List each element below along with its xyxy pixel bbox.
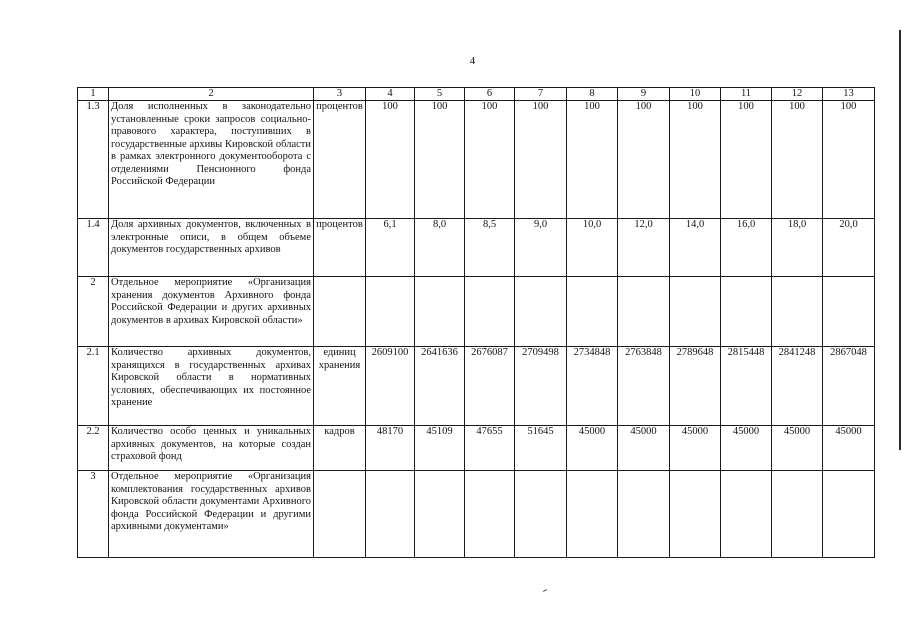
column-header: 8 xyxy=(567,88,618,101)
indicator-value: 48170 xyxy=(366,426,415,471)
column-header: 9 xyxy=(618,88,670,101)
indicator-value xyxy=(721,277,772,347)
indicator-value xyxy=(415,471,465,558)
indicator-value: 2734848 xyxy=(567,347,618,426)
indicator-value: 2763848 xyxy=(618,347,670,426)
column-header: 2 xyxy=(109,88,314,101)
indicator-value xyxy=(465,277,515,347)
indicator-value xyxy=(567,277,618,347)
indicator-value: 45000 xyxy=(721,426,772,471)
indicator-value: 2841248 xyxy=(772,347,823,426)
column-header: 1 xyxy=(78,88,109,101)
row-number: 1.4 xyxy=(78,219,109,277)
indicator-value: 10,0 xyxy=(567,219,618,277)
indicator-value: 45109 xyxy=(415,426,465,471)
indicator-name: Доля архивных документов, включенных в электронные описи, в общем объеме документов государственных архивов xyxy=(109,219,314,277)
indicator-value: 100 xyxy=(772,101,823,219)
table-row xyxy=(78,471,875,558)
table-row xyxy=(78,101,875,219)
indicator-value: 100 xyxy=(721,101,772,219)
column-header: 5 xyxy=(415,88,465,101)
indicator-value xyxy=(670,277,721,347)
page-number: 4 xyxy=(469,55,476,67)
indicator-value: 100 xyxy=(823,101,875,219)
indicator-value: 6,1 xyxy=(366,219,415,277)
indicator-value: 2867048 xyxy=(823,347,875,426)
table-row xyxy=(78,347,875,426)
indicator-value: 100 xyxy=(366,101,415,219)
unit-of-measure: процентов xyxy=(314,101,366,219)
row-number: 3 xyxy=(78,471,109,558)
indicator-value xyxy=(465,471,515,558)
indicator-value xyxy=(515,471,567,558)
scan-speck xyxy=(543,589,547,592)
column-header: 4 xyxy=(366,88,415,101)
indicator-value: 47655 xyxy=(465,426,515,471)
indicator-value: 8,5 xyxy=(465,219,515,277)
indicators-table xyxy=(77,87,875,558)
indicator-value xyxy=(772,277,823,347)
indicator-value: 45000 xyxy=(618,426,670,471)
indicator-value xyxy=(618,471,670,558)
indicator-value xyxy=(823,471,875,558)
header-row xyxy=(78,88,875,101)
column-header: 12 xyxy=(772,88,823,101)
indicator-name: Отдельное мероприятие «Организация комплектования государственных архивов Кировской области документами Архивного фонда Российской Федерации и другими архивными документами» xyxy=(109,471,314,558)
indicator-value: 100 xyxy=(415,101,465,219)
indicator-value: 8,0 xyxy=(415,219,465,277)
unit-of-measure xyxy=(314,471,366,558)
indicator-value xyxy=(721,471,772,558)
row-number: 2.2 xyxy=(78,426,109,471)
row-number: 2.1 xyxy=(78,347,109,426)
indicator-name: Количество архивных документов, хранящихся в государственных архивах Кировской области в нормативных условиях, обеспечивающих их постоянное хранение xyxy=(109,347,314,426)
indicator-value: 100 xyxy=(465,101,515,219)
indicator-value: 2709498 xyxy=(515,347,567,426)
indicator-value xyxy=(670,471,721,558)
column-header: 7 xyxy=(515,88,567,101)
indicator-value: 12,0 xyxy=(618,219,670,277)
indicator-value: 2641636 xyxy=(415,347,465,426)
indicator-value: 100 xyxy=(515,101,567,219)
indicator-value: 100 xyxy=(618,101,670,219)
indicator-value xyxy=(567,471,618,558)
indicator-value xyxy=(618,277,670,347)
scan-edge-line xyxy=(899,30,901,450)
column-header: 3 xyxy=(314,88,366,101)
indicator-value: 2609100 xyxy=(366,347,415,426)
indicator-value: 45000 xyxy=(823,426,875,471)
indicator-value xyxy=(515,277,567,347)
indicator-value: 20,0 xyxy=(823,219,875,277)
table-row xyxy=(78,219,875,277)
indicator-value: 2676087 xyxy=(465,347,515,426)
indicator-value: 18,0 xyxy=(772,219,823,277)
indicator-value: 2789648 xyxy=(670,347,721,426)
indicator-value: 100 xyxy=(567,101,618,219)
indicator-value: 45000 xyxy=(772,426,823,471)
indicator-value: 9,0 xyxy=(515,219,567,277)
indicator-name: Доля исполненных в законодательно установленные сроки запросов социально-правового характера, поступивших в государственные архивы Кировской области в рамках электронного документооборота с отделениями Пенсионного фонда Российской Федерации xyxy=(109,101,314,219)
column-header: 13 xyxy=(823,88,875,101)
indicator-value: 2815448 xyxy=(721,347,772,426)
row-number: 2 xyxy=(78,277,109,347)
unit-of-measure xyxy=(314,277,366,347)
indicator-value: 16,0 xyxy=(721,219,772,277)
table-row xyxy=(78,277,875,347)
indicator-name: Количество особо ценных и уникальных архивных документов, на которые создан страховой фонд xyxy=(109,426,314,471)
indicator-value: 14,0 xyxy=(670,219,721,277)
row-number: 1.3 xyxy=(78,101,109,219)
unit-of-measure: кадров xyxy=(314,426,366,471)
indicator-value xyxy=(366,277,415,347)
indicator-value xyxy=(366,471,415,558)
column-header: 10 xyxy=(670,88,721,101)
indicator-value xyxy=(823,277,875,347)
indicator-value: 51645 xyxy=(515,426,567,471)
indicator-name: Отдельное мероприятие «Организация хранения документов Архивного фонда Российской Федерации и других архивных документов в архивах Кировской области» xyxy=(109,277,314,347)
indicator-value: 100 xyxy=(670,101,721,219)
indicator-value: 45000 xyxy=(567,426,618,471)
indicator-value xyxy=(772,471,823,558)
table-row xyxy=(78,426,875,471)
indicator-value: 45000 xyxy=(670,426,721,471)
unit-of-measure: процентов xyxy=(314,219,366,277)
column-header: 6 xyxy=(465,88,515,101)
indicator-value xyxy=(415,277,465,347)
column-header: 11 xyxy=(721,88,772,101)
unit-of-measure: единиц хранения xyxy=(314,347,366,426)
